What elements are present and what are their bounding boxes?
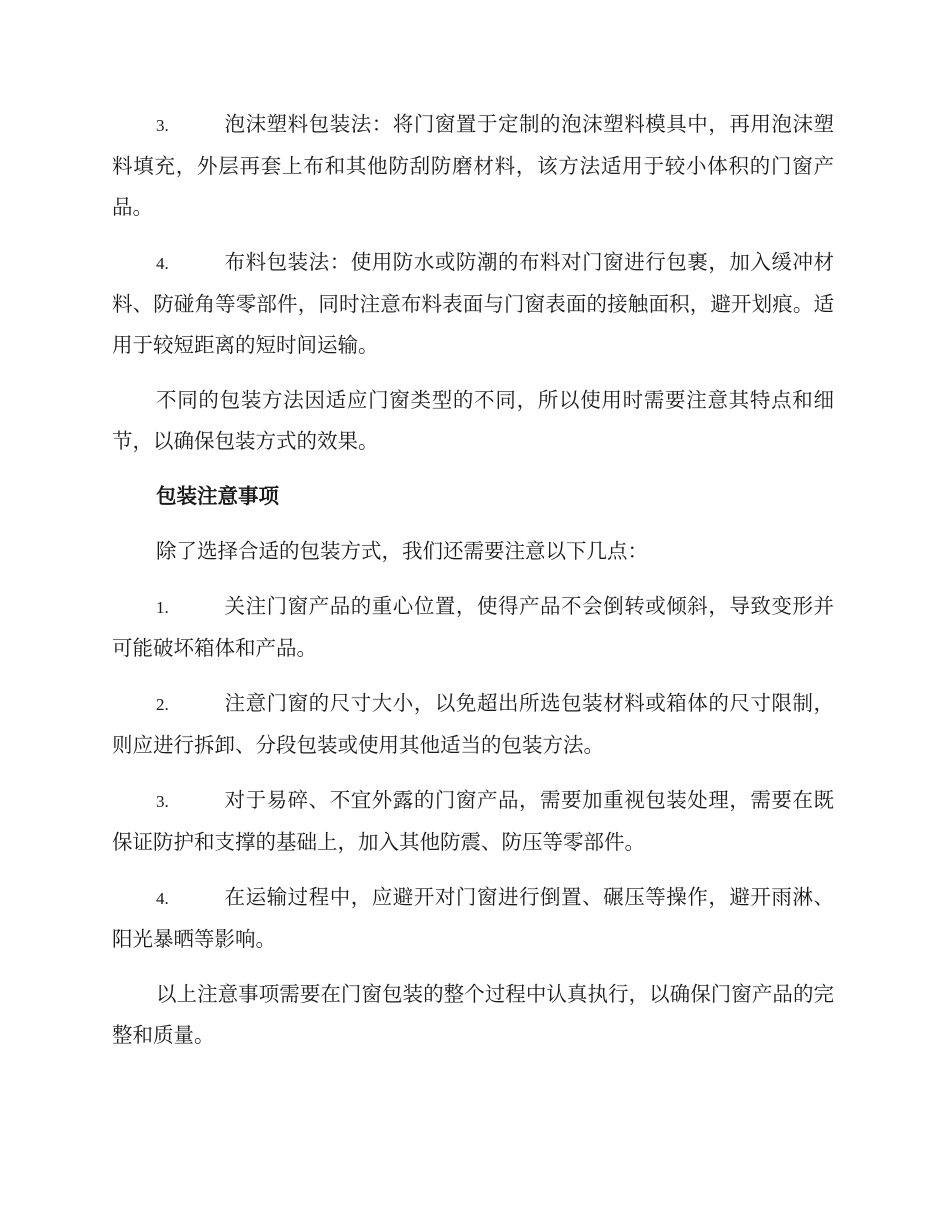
list-number: 4.: [156, 254, 169, 273]
list-item: [112, 877, 834, 960]
list-number: 1.: [156, 598, 169, 617]
list-text: 布料包装法：使用防水或防潮的布料对门窗进行包裹，加入缓冲材料、防碰角等零部件，同时注意布料表面与门窗表面的接触面积，避开划痕。适用于较短距离的短时间运输。: [112, 250, 834, 357]
list-number: 3.: [156, 116, 169, 135]
list-text: 对于易碎、不宜外露的门窗产品，需要加重视包装处理，需要在既保证防护和支撑的基础上，加入其他防震、防压等零部件。: [112, 788, 834, 854]
section-heading: 包装注意事项: [156, 484, 279, 508]
list-item: [112, 586, 834, 669]
list-text: 泡沫塑料包装法：将门窗置于定制的泡沫塑料模具中，再用泡沫塑料填充，外层再套上布和其他防刮防磨材料，该方法适用于较小体积的门窗产品。: [112, 112, 834, 219]
list-item: [112, 242, 834, 366]
summary-paragraph: 不同的包装方法因适应门窗类型的不同，所以使用时需要注意其特点和细节，以确保包装方式的效果。: [112, 388, 834, 453]
list-number: 2.: [156, 695, 169, 714]
list-item: [112, 683, 834, 766]
list-text: 在运输过程中，应避开对门窗进行倒置、碾压等操作，避开雨淋、阳光暴晒等影响。: [112, 885, 834, 951]
list-text: 关注门窗产品的重心位置，使得产品不会倒转或倾斜，导致变形并可能破坏箱体和产品。: [112, 594, 834, 660]
intro-paragraph: 除了选择合适的包装方式，我们还需要注意以下几点：: [156, 539, 648, 563]
list-item: [112, 104, 834, 228]
conclusion-paragraph: 以上注意事项需要在门窗包装的整个过程中认真执行，以确保门窗产品的完整和质量。: [112, 982, 834, 1047]
list-number: 3.: [156, 792, 169, 811]
list-item: [112, 780, 834, 863]
list-number: 4.: [156, 889, 169, 908]
document-page: [112, 104, 834, 1070]
list-text: 注意门窗的尺寸大小，以免超出所选包装材料或箱体的尺寸限制，则应进行拆卸、分段包装或使用其他适当的包装方法。: [112, 691, 834, 757]
